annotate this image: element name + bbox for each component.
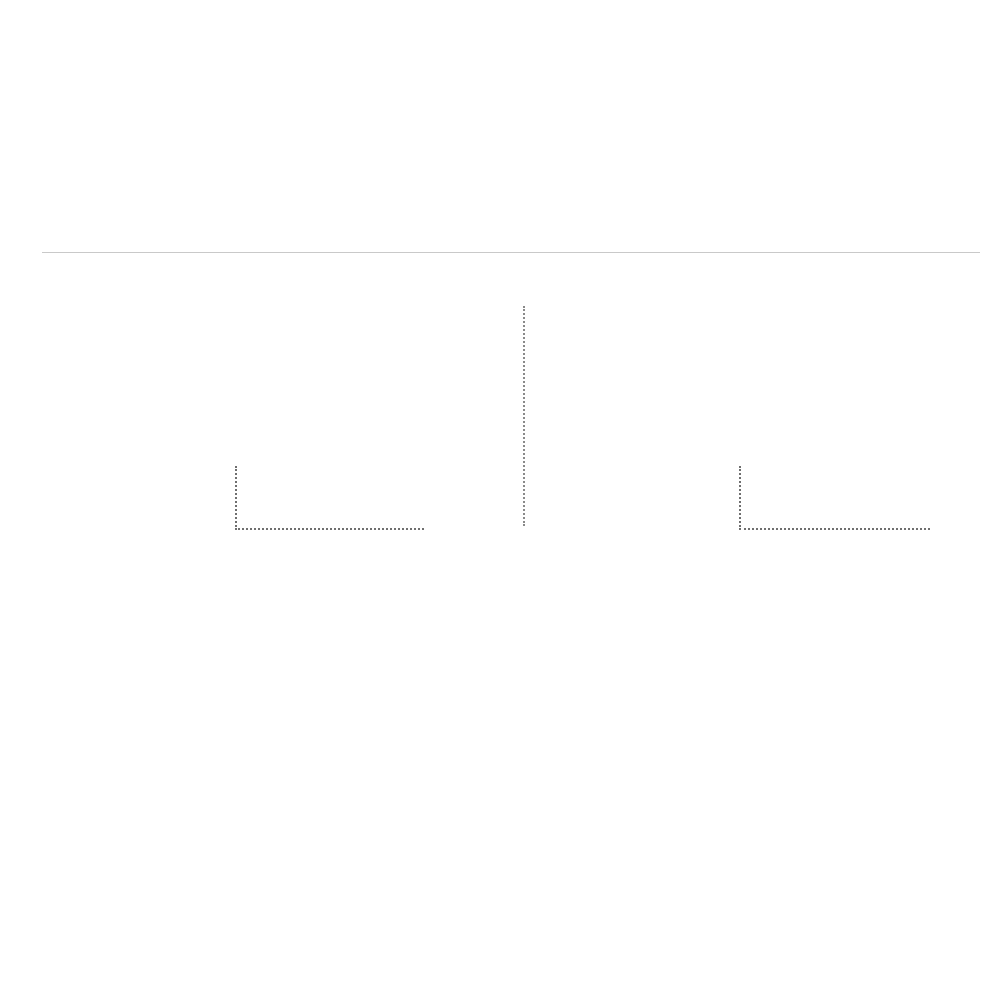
cornice-diagram-short-icon (62, 326, 472, 438)
diagram-short-cornice (62, 326, 472, 443)
dotted-divider (523, 306, 525, 526)
title-divider (42, 252, 980, 253)
cornice-diagram-long-icon (536, 326, 960, 438)
length-label-short (235, 466, 424, 530)
diagram-long-cornice (536, 326, 960, 443)
length-label-long (739, 466, 930, 530)
